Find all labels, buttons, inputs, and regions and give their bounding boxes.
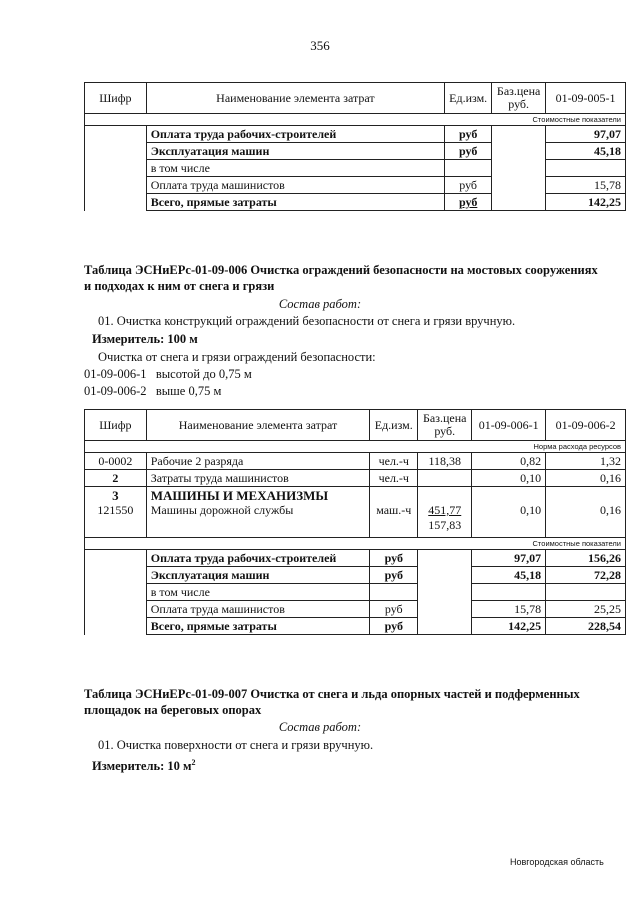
header-name: Наименование элемента затрат — [146, 83, 444, 114]
table-row: Рабочие 2 разряда — [146, 453, 370, 470]
cell-value: 45,18 — [472, 567, 546, 584]
cell-unit: руб — [370, 550, 418, 567]
page-number: 356 — [310, 38, 330, 53]
work-heading: Состав работ: — [278, 297, 362, 311]
cell-unit: руб — [370, 567, 418, 584]
cell-value — [546, 160, 626, 177]
cell-unit: чел.-ч — [370, 470, 418, 487]
table-row: Оплата труда рабочих-строителей — [146, 126, 444, 143]
cell-price: 451,77 157,83 — [418, 503, 472, 538]
table-row: Оплата труда машинистов — [146, 177, 444, 194]
cell-value: 97,07 — [546, 126, 626, 143]
cell-value: 142,25 — [546, 194, 626, 211]
cell-unit: руб — [445, 194, 492, 211]
footer-region: Новгородская область — [510, 857, 604, 867]
cell-value: 0,82 — [472, 453, 546, 470]
cell-unit: чел.-ч — [370, 453, 418, 470]
meter: Измеритель: 100 м — [92, 332, 198, 346]
cell-unit: руб — [445, 126, 492, 143]
table-row: в том числе — [146, 160, 444, 177]
cell-code: 121550 — [85, 503, 147, 538]
cell-value: 156,26 — [546, 550, 626, 567]
group-name: МАШИНЫ И МЕХАНИЗМЫ — [146, 487, 370, 504]
cell-code: 2 — [85, 470, 147, 487]
header-code: Шифр — [85, 410, 147, 441]
cell-value: 97,07 — [472, 550, 546, 567]
work-heading: Состав работ: — [278, 720, 362, 734]
cost-table-01-09-005 — [84, 82, 626, 211]
work-item: 01. Очистка поверхности от снега и грязи вручную. — [98, 738, 374, 752]
cell-price: 118,38 — [418, 453, 472, 470]
cell-value: 0,16 — [546, 503, 626, 538]
header-col1: 01-09-006-1 — [472, 410, 546, 441]
table-row: Оплата труда рабочих-строителей — [146, 550, 370, 567]
cell-unit: руб — [445, 177, 492, 194]
header-unit: Ед.изм. — [445, 83, 492, 114]
cell-value: 0,16 — [546, 470, 626, 487]
cell-unit: руб — [370, 618, 418, 635]
variant-1: 01-09-006-1 высотой до 0,75 м — [84, 367, 252, 381]
cell-value: 15,78 — [546, 177, 626, 194]
table-row: Всего, прямые затраты — [146, 618, 370, 635]
variant-2: 01-09-006-2 выше 0,75 м — [84, 384, 222, 398]
norm-label: Норма расхода ресурсов — [85, 441, 626, 453]
table-title-01-09-007: Таблица ЭСНиЕРс-01-09-007 Очистка от снега и льда опорных частей и подферменных площадок на береговых опорах — [84, 687, 580, 717]
cell-price — [418, 470, 472, 487]
cell-value: 228,54 — [546, 618, 626, 635]
cell-unit — [445, 160, 492, 177]
cell-code: 0-0002 — [85, 453, 147, 470]
table-title-01-09-006: Таблица ЭСНиЕРс-01-09-006 Очистка ограждений безопасности на мостовых сооружениях и подходах к ним от снега и грязи — [84, 263, 598, 293]
cell-value: 15,78 — [472, 601, 546, 618]
table-row: Эксплуатация машин — [146, 143, 444, 160]
section-label: Стоимостные показатели — [85, 114, 626, 126]
cell-value: 0,10 — [472, 503, 546, 538]
header-price: Баз.цена руб. — [418, 410, 472, 441]
header-code: Шифр — [85, 83, 147, 114]
table-row: Затраты труда машинистов — [146, 470, 370, 487]
header-col2: 01-09-006-2 — [546, 410, 626, 441]
table-row: Эксплуатация машин — [146, 567, 370, 584]
cell-unit: маш.-ч — [370, 503, 418, 538]
cell-value: 25,25 — [546, 601, 626, 618]
cell-value — [472, 584, 546, 601]
cell-value: 72,28 — [546, 567, 626, 584]
cell-value: 142,25 — [472, 618, 546, 635]
table-row: Машины дорожной службы — [146, 503, 370, 538]
table-row: Всего, прямые затраты — [146, 194, 444, 211]
cell-value: 0,10 — [472, 470, 546, 487]
cost-table-01-09-006 — [84, 409, 626, 635]
header-price: Баз.цена руб. — [492, 83, 546, 114]
header-name: Наименование элемента затрат — [146, 410, 370, 441]
group-code: 3 — [85, 487, 147, 504]
description: Очистка от снега и грязи ограждений безопасности: — [98, 350, 376, 364]
cell-value: 1,32 — [546, 453, 626, 470]
cell-value: 45,18 — [546, 143, 626, 160]
work-item: 01. Очистка конструкций ограждений безопасности от снега и грязи вручную. — [98, 314, 516, 328]
cell-value — [546, 584, 626, 601]
cell-unit — [370, 584, 418, 601]
cell-unit: руб — [370, 601, 418, 618]
cost-label: Стоимостные показатели — [85, 538, 626, 550]
header-unit: Ед.изм. — [370, 410, 418, 441]
header-col1: 01-09-005-1 — [546, 83, 626, 114]
meter: Измеритель: 10 $м^2$ — [92, 758, 196, 774]
table-row: в том числе — [146, 584, 370, 601]
cell-unit: руб — [445, 143, 492, 160]
table-row: Оплата труда машинистов — [146, 601, 370, 618]
